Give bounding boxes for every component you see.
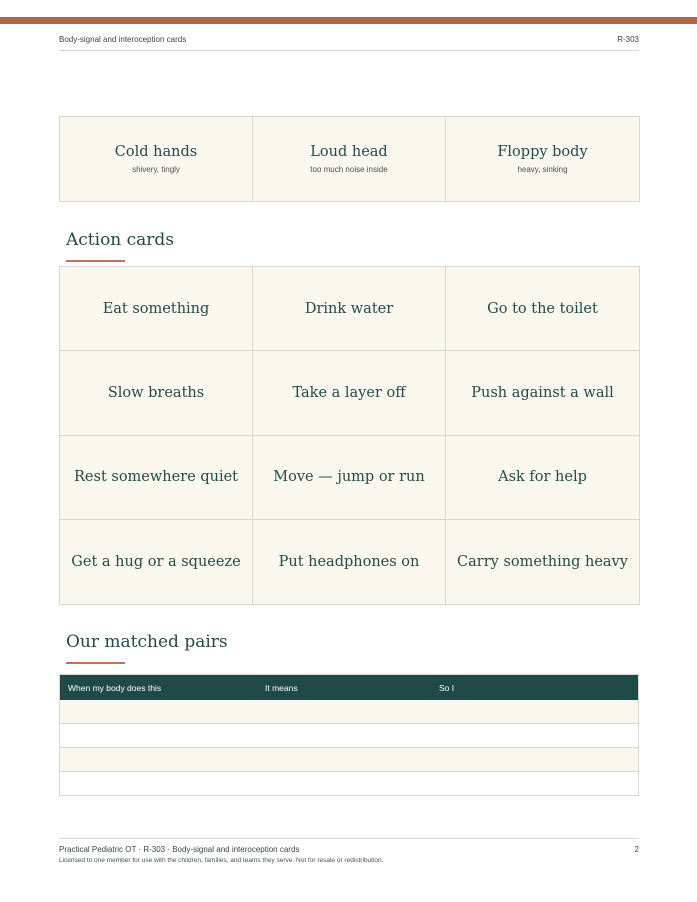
signal-card-subtitle: shivery, tingly [132,165,180,174]
pairs-heading-underline [66,662,125,664]
action-card [253,351,446,435]
table-row[interactable] [60,771,638,795]
header-code: R-303 [617,35,639,44]
action-card [60,436,253,520]
action-card-title: Push against a wall [471,384,614,401]
table-row[interactable] [60,723,638,747]
signal-card-grid [59,116,640,202]
column-header: When my body does this [68,683,162,693]
action-card [253,436,446,520]
page-footer [59,838,639,864]
action-card [253,267,446,351]
table-row[interactable] [60,700,638,723]
footer-source: Practical Pediatric OT · R-303 · Body-signal and interoception cards [59,845,300,854]
action-card-title: Slow breaths [107,384,205,401]
signal-card-title: Floppy body [497,144,588,160]
action-card-title: Ask for help [498,469,587,486]
signal-card [253,117,446,201]
action-card-title: Carry something heavy [457,553,628,570]
action-card-title: Move — jump or run [273,469,425,486]
action-card-title: Put headphones on [278,553,420,570]
action-card [253,520,446,604]
matched-pairs-table [59,674,639,796]
table-header [60,675,638,700]
action-card-title: Drink water [304,300,394,317]
action-card [446,520,639,604]
action-card [446,436,639,520]
action-card-title: Rest somewhere quiet [74,469,238,486]
action-cards-heading: Action cards [66,230,175,250]
action-card [60,267,253,351]
column-header: It means [265,683,298,693]
action-card-title: Get a hug or a squeeze [71,553,241,570]
page-number: 2 [634,845,639,854]
signal-card-subtitle: heavy, sinking [517,165,568,174]
license-note: Licensed to one member for use with the children, families, and teams they serve. Not for resale or redistribution. [59,857,384,864]
matched-pairs-heading: Our matched pairs [66,632,228,652]
header-title: Body-signal and interoception cards [59,35,187,44]
action-card [446,351,639,435]
action-card [446,267,639,351]
signal-card-title: Loud head [310,144,388,160]
page-header [59,34,639,51]
action-card-grid [59,266,640,605]
top-accent-bar [0,17,697,24]
action-card-title: Go to the toilet [487,300,598,317]
signal-card-title: Cold hands [114,144,198,160]
signal-card-subtitle: too much noise inside [310,165,388,174]
signal-card [60,117,253,201]
action-card [60,351,253,435]
action-heading-underline [66,260,125,262]
action-card-title: Take a layer off [292,384,406,401]
action-card-title: Eat something [102,300,210,317]
action-card [60,520,253,604]
table-row[interactable] [60,747,638,771]
signal-card [446,117,639,201]
column-header: So I [439,683,455,693]
